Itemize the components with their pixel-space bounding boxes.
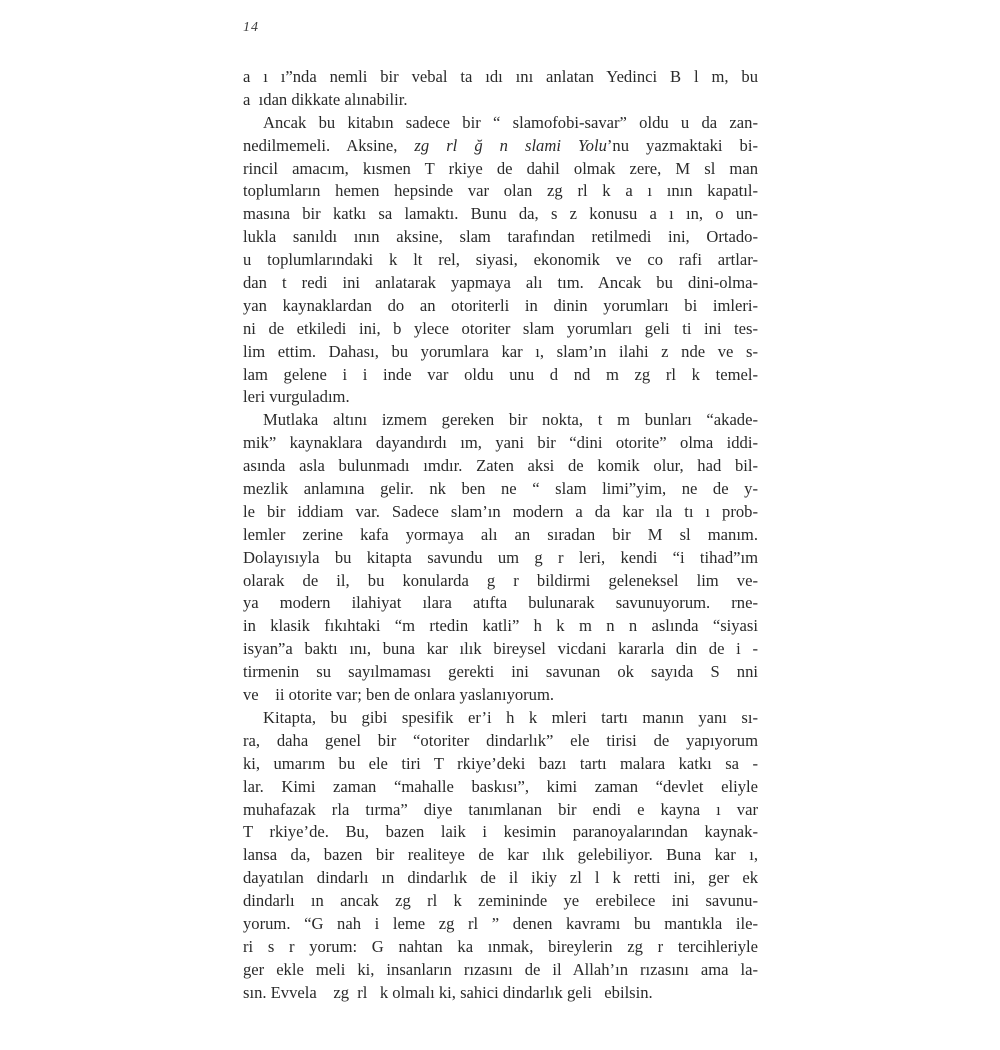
text-line: lim ettim. Dahası, bu yorumlara kar ı, slam’ın ilahi z nde ve s- [243, 341, 758, 361]
paragraph [243, 112, 758, 410]
text-line: ri s r yorum: G nahtan ka ınmak, bireylerin zg r tercihleriyle [243, 936, 758, 956]
text-line: lar. Kimi zaman “mahalle baskısı”, kimi zaman “devlet eliyle [243, 776, 758, 796]
text-line: lam gelene i i inde var oldu unu d nd m zg rl k temel- [243, 364, 758, 384]
text-line: asında asla bulunmadı ımdır. Zaten aksi de komik olur, had bil- [243, 456, 758, 476]
text-line: Ancak bu kitabın sadece bir “ slamofobi-savar” oldu u da zan- [263, 112, 758, 132]
text-segment: ’nu yazmaktaki bi- [606, 135, 758, 155]
text-line: dan t redi ini anlatarak yapmaya alı tım. Ancak bu dini-olma- [243, 273, 758, 293]
book-title-italic: zg rl ğ n slami Yolu [414, 135, 607, 155]
text-line: ra, daha genel bir “otoriter dindarlık” ele tirisi de yapıyorum [243, 730, 758, 750]
text-line: isyan”a baktı ını, buna kar ılık bireysel vicdani kararla din de i - [243, 639, 758, 659]
text-line: dayatılan dindarlı ın dindarlık de il ikiy zl l k retti ini, ger ek [243, 868, 758, 888]
text-line: sın. Evvela zg rl k olmalı ki, sahici dindarlık geli ebilsin. [243, 982, 653, 1002]
paragraph [243, 409, 758, 707]
text-line: mezlik anlamına gelir. nk ben ne “ slam limi”yim, ne de y- [243, 479, 758, 499]
text-line: ni de etkiledi ini, b ylece otoriter slam yorumları geli ti ini tes- [243, 318, 758, 338]
paragraph [243, 707, 758, 1005]
text-line: tirmenin su sayılmaması gerekti ini savunan ok sayıda S nni [243, 662, 758, 682]
text-line: ve ii otorite var; ben de onlara yaslanıyorum. [243, 685, 555, 705]
text-line: olarak de il, bu konularda g r bildirmi geleneksel lim ve- [243, 570, 758, 590]
text-line: rincil amacım, kısmen T rkiye de dahil olmak zere, M sl man [243, 158, 758, 178]
text-line: Mutlaka altını izmem gereken bir nokta, t m bunları “akade- [263, 410, 758, 430]
text-line: Kitapta, bu gibi spesifik er’i h k mleri tartı manın yanı sı- [263, 707, 758, 727]
text-line [243, 135, 758, 158]
text-line: T rkiye’de. Bu, bazen laik i kesimin paranoyalarından kaynak- [243, 822, 758, 842]
text-line: lemler zerine kafa yormaya alı an sıradan bir M sl manım. [243, 524, 758, 544]
text-line: yan kaynaklardan do an otoriterli in dinin yorumları bi imleri- [243, 295, 758, 315]
text-segment: nedilmemeli. Aksine, [243, 135, 415, 155]
page-number: 14 [243, 20, 259, 35]
text-line: mik” kaynaklara dayandırdı ım, yani bir “dini otorite” olma iddi- [243, 433, 758, 453]
text-line: le bir iddiam var. Sadece slam’ın modern a da kar ıla tı ı prob- [243, 501, 758, 521]
text-line: lansa da, bazen bir realiteye de kar ılık gelebiliyor. Buna kar ı, [243, 845, 758, 865]
text-line: a ıdan dikkate alınabilir. [243, 89, 408, 109]
text-line: ki, umarım bu ele tiri T rkiye’deki bazı tartı malara katkı sa - [243, 753, 758, 773]
body-text [243, 66, 758, 1005]
text-line: a ı ı”nda nemli bir vebal ta ıdı ını anlatan Yedinci B l m, bu [243, 67, 758, 86]
text-line: Dolayısıyla bu kitapta savundu um g r leri, kendi “i tihad”ım [243, 547, 758, 567]
text-line: yorum. “G nah i leme zg rl ” denen kavramı bu mantıkla ile- [243, 913, 758, 933]
text-line: masına bir katkı sa lamaktı. Bunu da, s z konusu a ı ın, o un- [243, 204, 758, 224]
text-line: in klasik fıkıhtaki “m rtedin katli” h k m n n aslında “siyasi [243, 616, 758, 636]
text-line: ger ekle meli ki, insanların rızasını de il Allah’ın rızasını ama la- [243, 959, 758, 979]
text-line: muhafazak rla tırma” diye tanımlanan bir endi e kayna ı var [243, 799, 758, 819]
text-line: toplumların hemen hepsinde var olan zg rl k a ı ının kapatıl- [243, 181, 758, 201]
text-line: u toplumlarındaki k lt rel, siyasi, ekonomik ve co rafi artlar- [243, 250, 758, 270]
text-line: dindarlı ın ancak zg rl k zemininde ye erebilece ini savunu- [243, 891, 758, 911]
text-line: leri vurguladım. [243, 387, 350, 407]
paragraph [243, 66, 758, 112]
text-line: lukla sanıldı ının aksine, slam tarafından retilmedi ini, Ortado- [243, 227, 758, 247]
text-line: ya modern ilahiyat ılara atıfta bulunarak savunuyorum. rne- [243, 593, 758, 613]
